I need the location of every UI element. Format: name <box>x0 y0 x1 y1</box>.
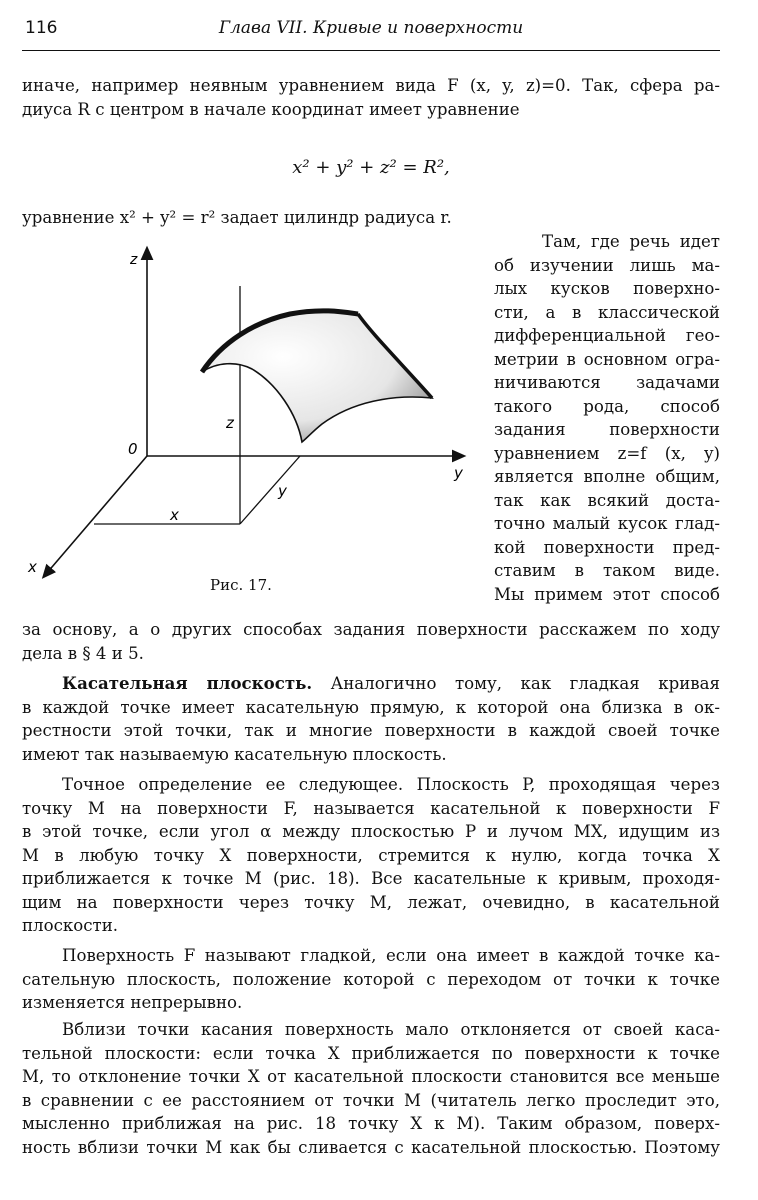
text-line: уравнением z=f (x, y) <box>494 443 720 463</box>
text-line: тельной плоскости: если точка X приближается по поверхности к точке <box>22 1043 720 1063</box>
near-point-paragraph <box>22 1018 720 1159</box>
continuation-paragraph <box>22 618 720 665</box>
text-line <box>22 672 720 696</box>
text-line: уравнение x² + y² = r² задает цилиндр радиуса r. <box>22 208 452 227</box>
y-axis-label: y <box>454 464 463 482</box>
text-line: мысленно приближая на рис. 18 точку X к M). Таким образом, поверх- <box>22 1114 720 1133</box>
text-line: такого рода, способ <box>494 396 720 416</box>
page-number: 116 <box>25 18 58 38</box>
origin-label: 0 <box>128 440 138 458</box>
page-header <box>22 16 720 50</box>
text-line: Мы примем этот способ <box>494 584 720 604</box>
x-axis-line <box>46 456 147 574</box>
tangent-plane-paragraph <box>22 672 720 766</box>
sphere-equation: x² + y² + z² = R², <box>292 157 450 178</box>
text-line: щим на поверхности через точку M, лежат, очевидно, в касательной <box>22 892 720 912</box>
text-line: является вполне общим, <box>494 467 720 486</box>
text-line: приближается к точке M (рис. 18). Все касательные к кривым, проходя- <box>22 869 720 888</box>
text-line: за основу, а о других способах задания поверхности расскажем по ходу <box>22 620 720 639</box>
text-line: об изучении лишь ма- <box>494 255 720 275</box>
text-line: лых кусков поверхно- <box>494 279 720 298</box>
text-line: так как всякий доста- <box>494 490 720 510</box>
book-page <box>22 12 720 1192</box>
text-line: иначе, например неявным уравнением вида F (x, y, z)=0. Так, сфера ра- <box>22 76 720 95</box>
text-line: точно малый кусок глад- <box>494 514 720 533</box>
surface-diagram <box>22 234 487 612</box>
text-line: имеют так называемую касательную плоскость. <box>22 744 447 764</box>
text-line: ничиваются задачами <box>494 373 720 392</box>
text-line: дифференциальной гео- <box>494 326 720 345</box>
text-run: Аналогично тому, как гладкая кривая <box>312 674 720 693</box>
text-line: сательную плоскость, положение которой с переходом от точки к точке <box>22 969 720 989</box>
surface-patch <box>202 311 432 442</box>
text-line: в каждой точке имеет касательную прямую, к которой она близка в ок- <box>22 697 720 717</box>
z-axis-label: z <box>130 252 138 268</box>
text-line: Точное определение ее следующее. Плоскость P, проходящая через <box>62 775 720 794</box>
text-line: диуса R с центром в начале координат имеет уравнение <box>22 99 520 119</box>
text-line: сти, а в классической <box>494 302 720 322</box>
text-line: кой поверхности пред- <box>494 537 720 557</box>
section-heading: Касательная плоскость. <box>62 673 313 693</box>
x-axis-label: x <box>28 558 37 576</box>
base-line-y <box>240 456 300 524</box>
text-line: дела в § 4 и 5. <box>22 643 144 663</box>
x-value-label: x <box>170 506 179 524</box>
side-text-column <box>494 230 720 606</box>
text-line: ность вблизи точки M как бы сливается с касательной плоскостью. Поэтому <box>22 1137 720 1157</box>
text-line: Поверхность F называют гладкой, если она имеет в каждой точке ка- <box>62 946 720 965</box>
figure-caption: Рис. 17. <box>210 576 272 594</box>
running-title: Глава VII. Кривые и поверхности <box>218 18 524 38</box>
text-line: изменяется непрерывно. <box>22 993 243 1012</box>
text-line: рестности этой точки, так и многие поверхности в каждой своей точке <box>22 721 720 740</box>
smooth-surface-paragraph <box>22 944 720 1015</box>
definition-paragraph <box>22 773 720 938</box>
text-line: M, то отклонение точки X от касательной плоскости становится все меньше <box>22 1067 720 1086</box>
text-line: точку M на поверхности F, называется касательной к поверхности F <box>22 798 720 818</box>
z-value-label: z <box>226 414 234 432</box>
text-line: в сравнении с ее расстоянием от точки M (читатель легко проследит это, <box>22 1090 720 1110</box>
text-line: ставим в таком виде. <box>494 561 720 580</box>
header-rule <box>22 50 720 51</box>
text-line: в этой точке, если угол α между плоскостью P и лучом MX, идущим из <box>22 822 720 841</box>
text-line: Там, где речь идет <box>542 232 720 251</box>
text-line: метрии в основном огра- <box>494 349 720 369</box>
text-line: задания поверхности <box>494 420 720 439</box>
figure-17 <box>22 234 487 612</box>
intro-paragraph <box>22 74 720 121</box>
text-line: Вблизи точки касания поверхность мало отклоняется от своей каса- <box>62 1020 720 1039</box>
text-line: плоскости. <box>22 916 119 935</box>
text-line: M в любую точку X поверхности, стремится к нулю, когда точка X <box>22 845 720 865</box>
cylinder-paragraph <box>22 206 720 230</box>
y-value-label: y <box>278 482 287 500</box>
